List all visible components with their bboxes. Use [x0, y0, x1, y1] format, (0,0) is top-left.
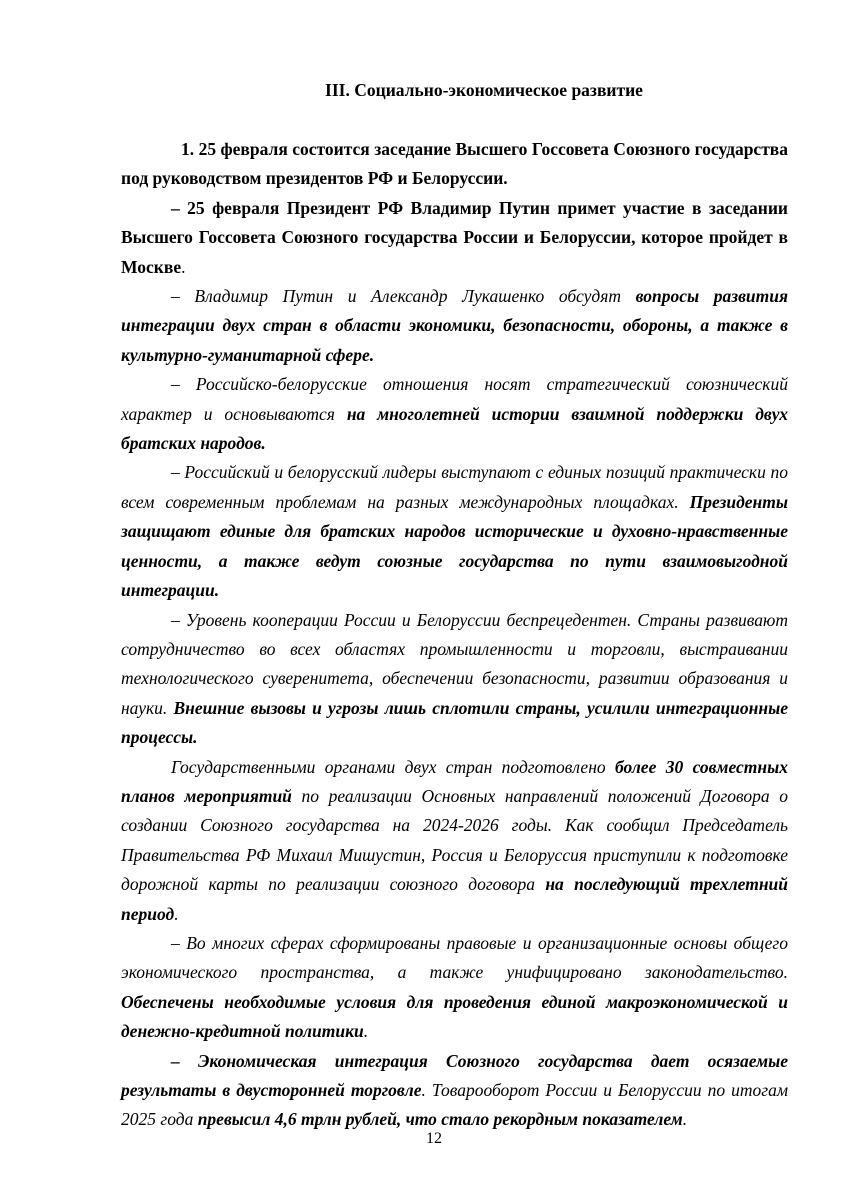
lead-end: . — [181, 256, 186, 277]
paragraph-3-bold: Президенты защищают единые для братских народов исторические и духовно-нравственные ценности, а также ведут союзные государства по пути взаимовыгодной интеграции. — [121, 491, 788, 601]
paragraph-2-text: – Российско-белорусские отношения носят стратегический союзнический характер и основываются — [121, 374, 788, 424]
paragraph-5-bold-b: на последующий трехлетний период — [121, 874, 788, 924]
lead-paragraph — [121, 194, 788, 282]
paragraph-7-text: . Товарооборот России и Белоруссии по итогам 2025 года — [121, 1080, 788, 1130]
paragraph-6-text: – Во многих сферах сформированы правовые и организационные основы общего экономического пространства, а также унифицировано законодательство. — [121, 932, 788, 983]
paragraph-5-text-a: Государственными органами двух стран подготовлено — [171, 756, 615, 777]
paragraph-2 — [121, 370, 788, 458]
paragraph-6 — [121, 929, 788, 1047]
paragraph-5-text-b: по реализации Основных направлений положений Договора о создании Союзного государства на 2024-2026 годы. Как сообщил Председатель Правительства РФ Михаил Мишустин, Россия и Белоруссия приступили к подготовке дорожной карты по реализации союзного договора — [121, 785, 788, 895]
paragraph-5 — [121, 753, 788, 929]
paragraph-1-text: – Владимир Путин и Александр Лукашенко обсудят — [171, 286, 636, 307]
paragraph-3 — [121, 458, 788, 605]
page-content — [121, 135, 788, 1135]
paragraph-7-bold-a: – Экономическая интеграция Союзного государства дает осязаемые результаты в двусторонней торговле — [121, 1050, 788, 1100]
lead-bold-text: – 25 февраля Президент РФ Владимир Путин примет участие в заседании Высшего Госсовета Союзного государства России и Белоруссии, которое пройдет в Москве — [121, 197, 788, 277]
paragraph-2-bold: на многолетней истории взаимной поддержки двух братских народов. — [121, 403, 788, 454]
paragraph-6-end: . — [363, 1021, 369, 1042]
paragraph-1-bold: вопросы развития интеграции двух стран в области экономики, безопасности, обороны, а также в культурно-гуманитарной сфере. — [121, 286, 788, 365]
paragraph-7 — [121, 1047, 788, 1135]
paragraph-5-bold-a: более 30 совместных планов мероприятий — [121, 756, 788, 806]
paragraph-5-end: . — [174, 903, 179, 924]
paragraph-4-text: – Уровень кооперации России и Белоруссии беспрецедентен. Страны развивают сотрудничество во всех областях промышленности и торговли, выстраивании технологического суверенитета, обеспечении безопасности, развитии образования и науки. — [121, 609, 788, 718]
page-number: 12 — [426, 1130, 442, 1147]
paragraph-7-bold-b: превысил 4,6 трлн рублей, что стало рекордным показателем — [197, 1109, 683, 1130]
section-title: III. Социально-экономическое развитие — [325, 80, 643, 100]
item-1-paragraph: 1. 25 февраля состоится заседание Высшего Госсовета Союзного государства под руководством президентов РФ и Белоруссии. — [121, 139, 788, 189]
paragraph-3-text: – Российский и белорусский лидеры выступают с единых позиций практически по всем современным проблемам на разных международных площадках. — [121, 462, 788, 512]
paragraph-6-bold: Обеспечены необходимые условия для проведения единой макроэкономической и денежно-кредитной политики — [121, 991, 788, 1042]
paragraph-4-bold: Внешние вызовы и угрозы лишь сплотили страны, усилили интеграционные процессы. — [121, 697, 788, 748]
paragraph-1 — [121, 282, 788, 370]
paragraph-4 — [121, 606, 788, 753]
paragraph-7-end: . — [682, 1109, 688, 1130]
